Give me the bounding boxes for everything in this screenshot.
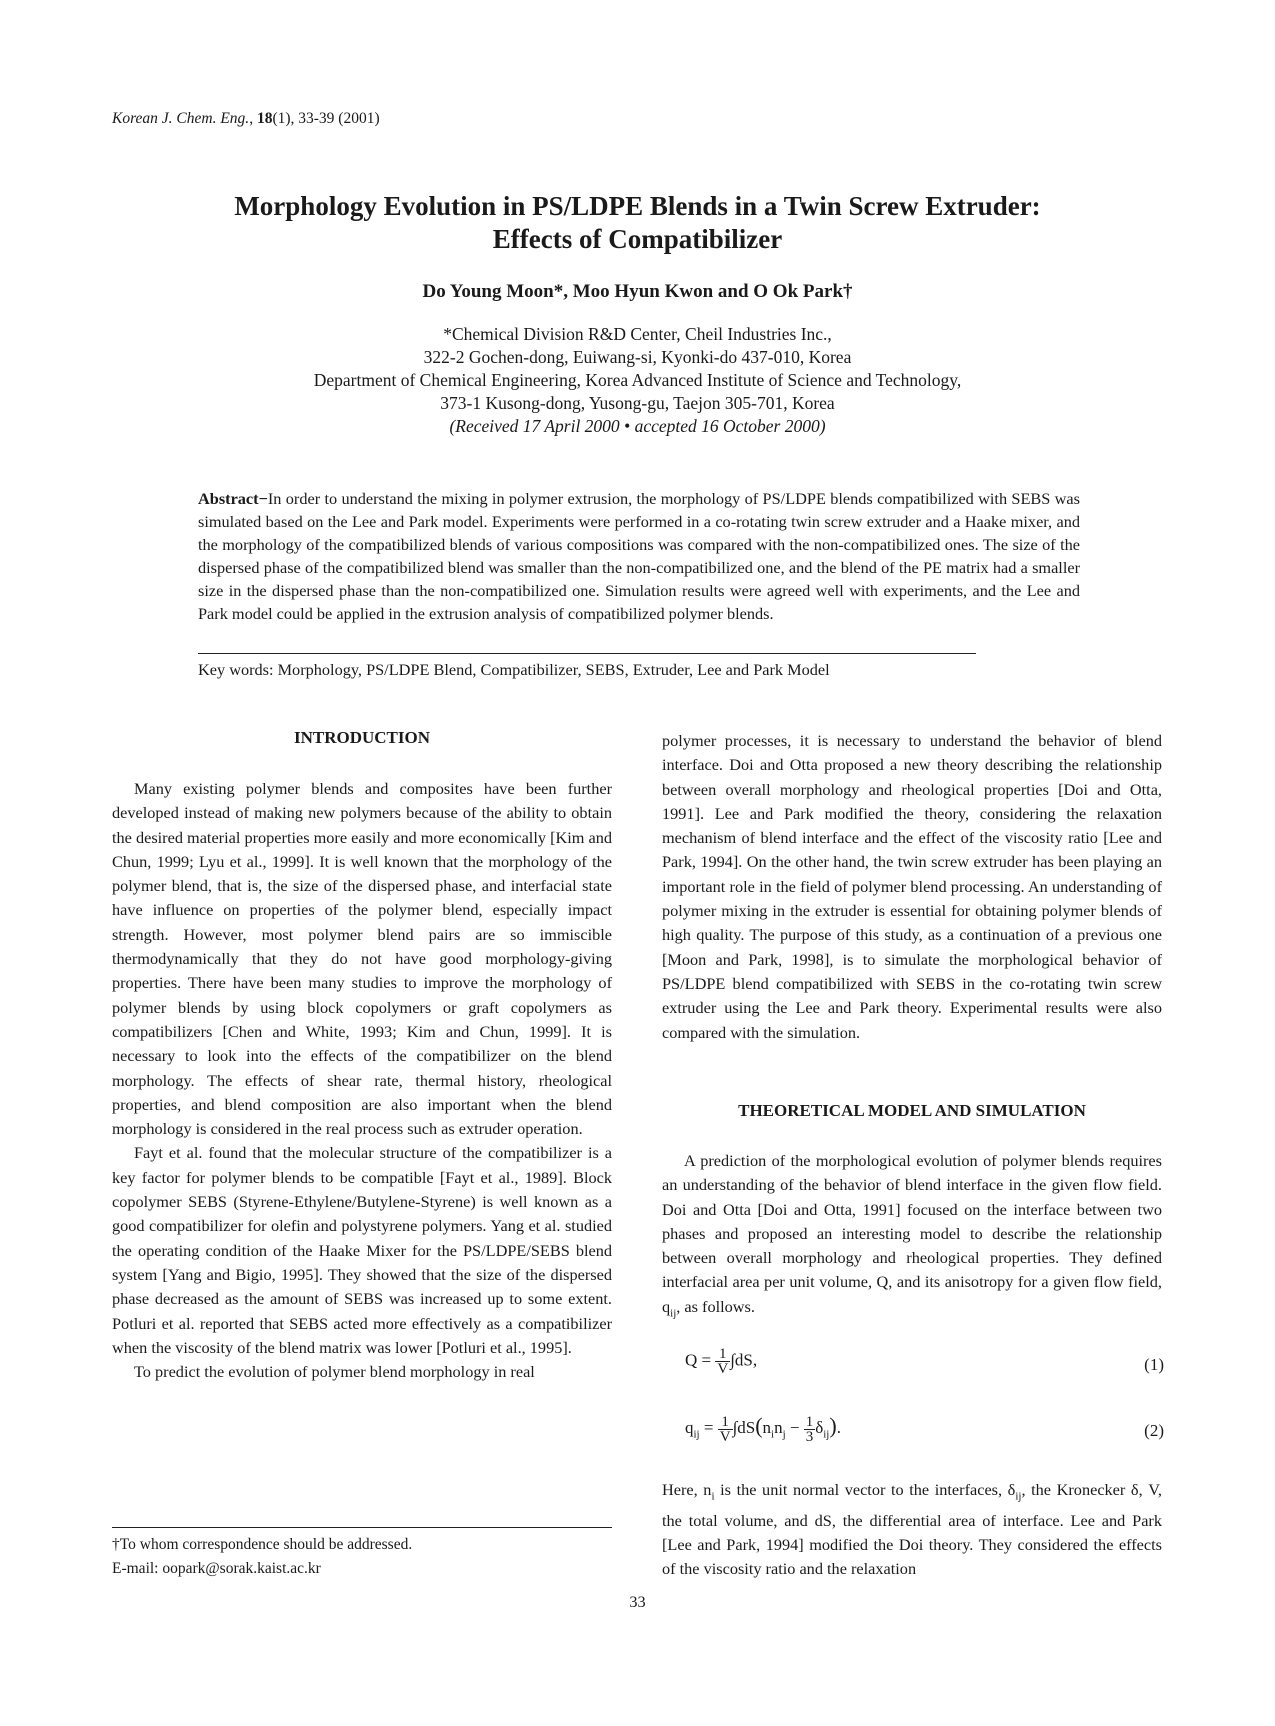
abstract — [198, 487, 1080, 626]
body-paragraph: Many existing polymer blends and composites have been further developed instead of making new polymers because of the ability to obtain the desired material properties more easily and more economically [Kim and Chun, 1999; Lyu et al., 1999]. It is well known that the morphology of the polymer blend, that is, the size of the dispersed phase, and interfacial state have influence on properties of the polymer blend, especially impact strength. However, most polymer blend pairs are so immiscible thermodynamically that they do not have good morphology-giving properties. There have been many studies to improve the morphology of polymer blends by using block copolymers or graft copolymers as compatibilizers [Chen and White, 1993; Kim and Chun, 1999]. It is necessary to look into the effects of the compatibilizer on the blend morphology. The effects of shear rate, thermal history, rheological properties, and blend composition are also important when the blend morphology is considered in the real process such as extruder operation. — [112, 779, 613, 1139]
body-paragraph: polymer processes, it is necessary to understand the behavior of blend interface. Doi and Otta proposed a new theory describing the relationship between overall morphology and rheological properties [Doi and Otta, 1991]. Lee and Park modified the theory, considering the relaxation mechanism of blend interface and the effect of the viscosity ratio [Lee and Park, 1994]. On the other hand, the twin screw extruder has been playing an important role in the field of polymer blend processing. An understanding of polymer mixing in the extruder is essential for obtaining polymer blends of high quality. The purpose of this study, as a continuation of a previous one [Moon and Park, 1998], is to simulate the morphological behavior of PS/LDPE blend compatibilized with SEBS in the co-rotating twin screw extruder using the Lee and Park theory. Experimental results were also compared with the simulation. — [662, 731, 1162, 1042]
page-number: 33 — [629, 1592, 646, 1611]
abstract-label: Abstract — [198, 489, 259, 508]
title-line-1: Morphology Evolution in PS/LDPE Blends in a Twin Screw Extruder: — [234, 191, 1041, 221]
body-paragraph: Fayt et al. found that the molecular structure of the compatibilizer is a key factor for polymer blends to be compatible [Fayt et al., 1989]. Block copolymer SEBS (Styrene-Ethylene/Butylene-Styrene) is well known as a good compatibilizer for olefin and polystyrene polymers. Yang et al. studied the operating condition of the Haake Mixer for the PS/LDPE/SEBS blend system [Yang and Bigio, 1995]. They showed that the size of the dispersed phase decreased as the amount of SEBS was increased up to some extent. Potluri et al. reported that SEBS acted more effectively as a compatibilizer when the viscosity of the blend matrix was lower [Potluri et al., 1995]. — [112, 1143, 612, 1357]
body-paragraph: Here, $n_i$ is the unit normal vector to the interfaces, $\delta_{ij}$, the Kronecker δ, V, the total volume, and dS, the differential area of interface. Lee and Park [Lee and Park, 1994] modified the Doi theory. They considered the effects of the viscosity ratio and the relaxation — [662, 1480, 1162, 1579]
body-paragraph: A prediction of the morphological evolution of polymer blends requires an understanding of the behavior of blend interface in the given flow field. Doi and Otta [Doi and Otta, 1991] focused on the interface between two phases and proposed an interesting model to describe the relationship between overall morphology and rheological properties. They defined interfacial area per unit volume, Q, and its anisotropy for a given flow field, $q_{ij}$, as follows. — [662, 1151, 1162, 1320]
abstract-text: In order to understand the mixing in polymer extrusion, the morphology of PS/LDPE blends compatibilized with SEBS was simulated based on the Lee and Park model. Experiments were performed in a co-rotating twin screw extruder and a Haake mixer, and the morphology of the compatibilized blends of various compositions was compared with the non-compatibilized ones. The size of the dispersed phase of the compatibilized blend was smaller than the non-compatibilized one, and the blend of the PE matrix had a smaller size in the dispersed phase than the non-compatibilized one. Simulation results were agreed well with experiments, and the Lee and Park model could be applied in the extrusion analysis of compatibilized polymer blends. — [198, 489, 1080, 624]
journal-name: Korean J. Chem. Eng. — [112, 110, 250, 127]
footnote-correspondence: †To whom correspondence should be addressed. — [112, 1536, 413, 1553]
footnote-divider — [112, 1527, 612, 1528]
journal-volume: 18 — [256, 110, 273, 127]
affiliation-line: *Chemical Division R&D Center, Cheil Industries Inc., — [443, 324, 832, 344]
abstract-divider — [198, 653, 976, 654]
left-column — [112, 777, 612, 1384]
keywords: Key words: Morphology, PS/LDPE Blend, Compatibilizer, SEBS, Extruder, Lee and Park Model — [198, 660, 830, 679]
body-paragraph: To predict the evolution of polymer blend morphology in real — [134, 1362, 535, 1382]
journal-citation: Korean J. Chem. Eng., 18(1), 33-39 (2001) — [112, 110, 380, 127]
affiliation-line: Department of Chemical Engineering, Korea Advanced Institute of Science and Technology, — [313, 370, 962, 390]
equation-2: $q_{ij}$ = $\frac{1}{V}$ $\int dS(n_in_j$ − $\frac{1}{3}$ $\delta_{ij}$). — [685, 1413, 841, 1445]
affiliations — [100, 323, 1175, 438]
equation-1-number: (1) — [1144, 1355, 1164, 1374]
paper-title — [100, 190, 1175, 256]
equation-2-number: (2) — [1144, 1421, 1164, 1440]
theory-heading: THEORETICAL MODEL AND SIMULATION — [738, 1101, 1086, 1120]
footnote — [112, 1533, 412, 1581]
journal-issue-pages: (1), 33-39 (2001) — [272, 110, 380, 127]
equation-1: Q = $\frac{1}{V}$ ∫dS, — [685, 1346, 758, 1377]
introduction-heading: INTRODUCTION — [293, 728, 431, 747]
author-list: Do Young Moon*, Moo Hyun Kwon and O Ok Park† — [422, 281, 853, 302]
right-column-bottom — [662, 1478, 1162, 1581]
title-line-2: Effects of Compatibilizer — [492, 224, 783, 254]
received-dates: (Received 17 April 2000 • accepted 16 October 2000) — [449, 416, 826, 436]
affiliation-line: 322-2 Gochen-dong, Euiwang-si, Kyonki-do 437-010, Korea — [423, 347, 852, 367]
abstract-dash: − — [258, 489, 268, 508]
affiliation-line: 373-1 Kusong-dong, Yusong-gu, Taejon 305-701, Korea — [440, 393, 835, 413]
right-column-theory — [662, 1149, 1162, 1325]
right-column-top — [662, 729, 1162, 1045]
footnote-email: E-mail: oopark@sorak.kaist.ac.kr — [112, 1560, 321, 1577]
